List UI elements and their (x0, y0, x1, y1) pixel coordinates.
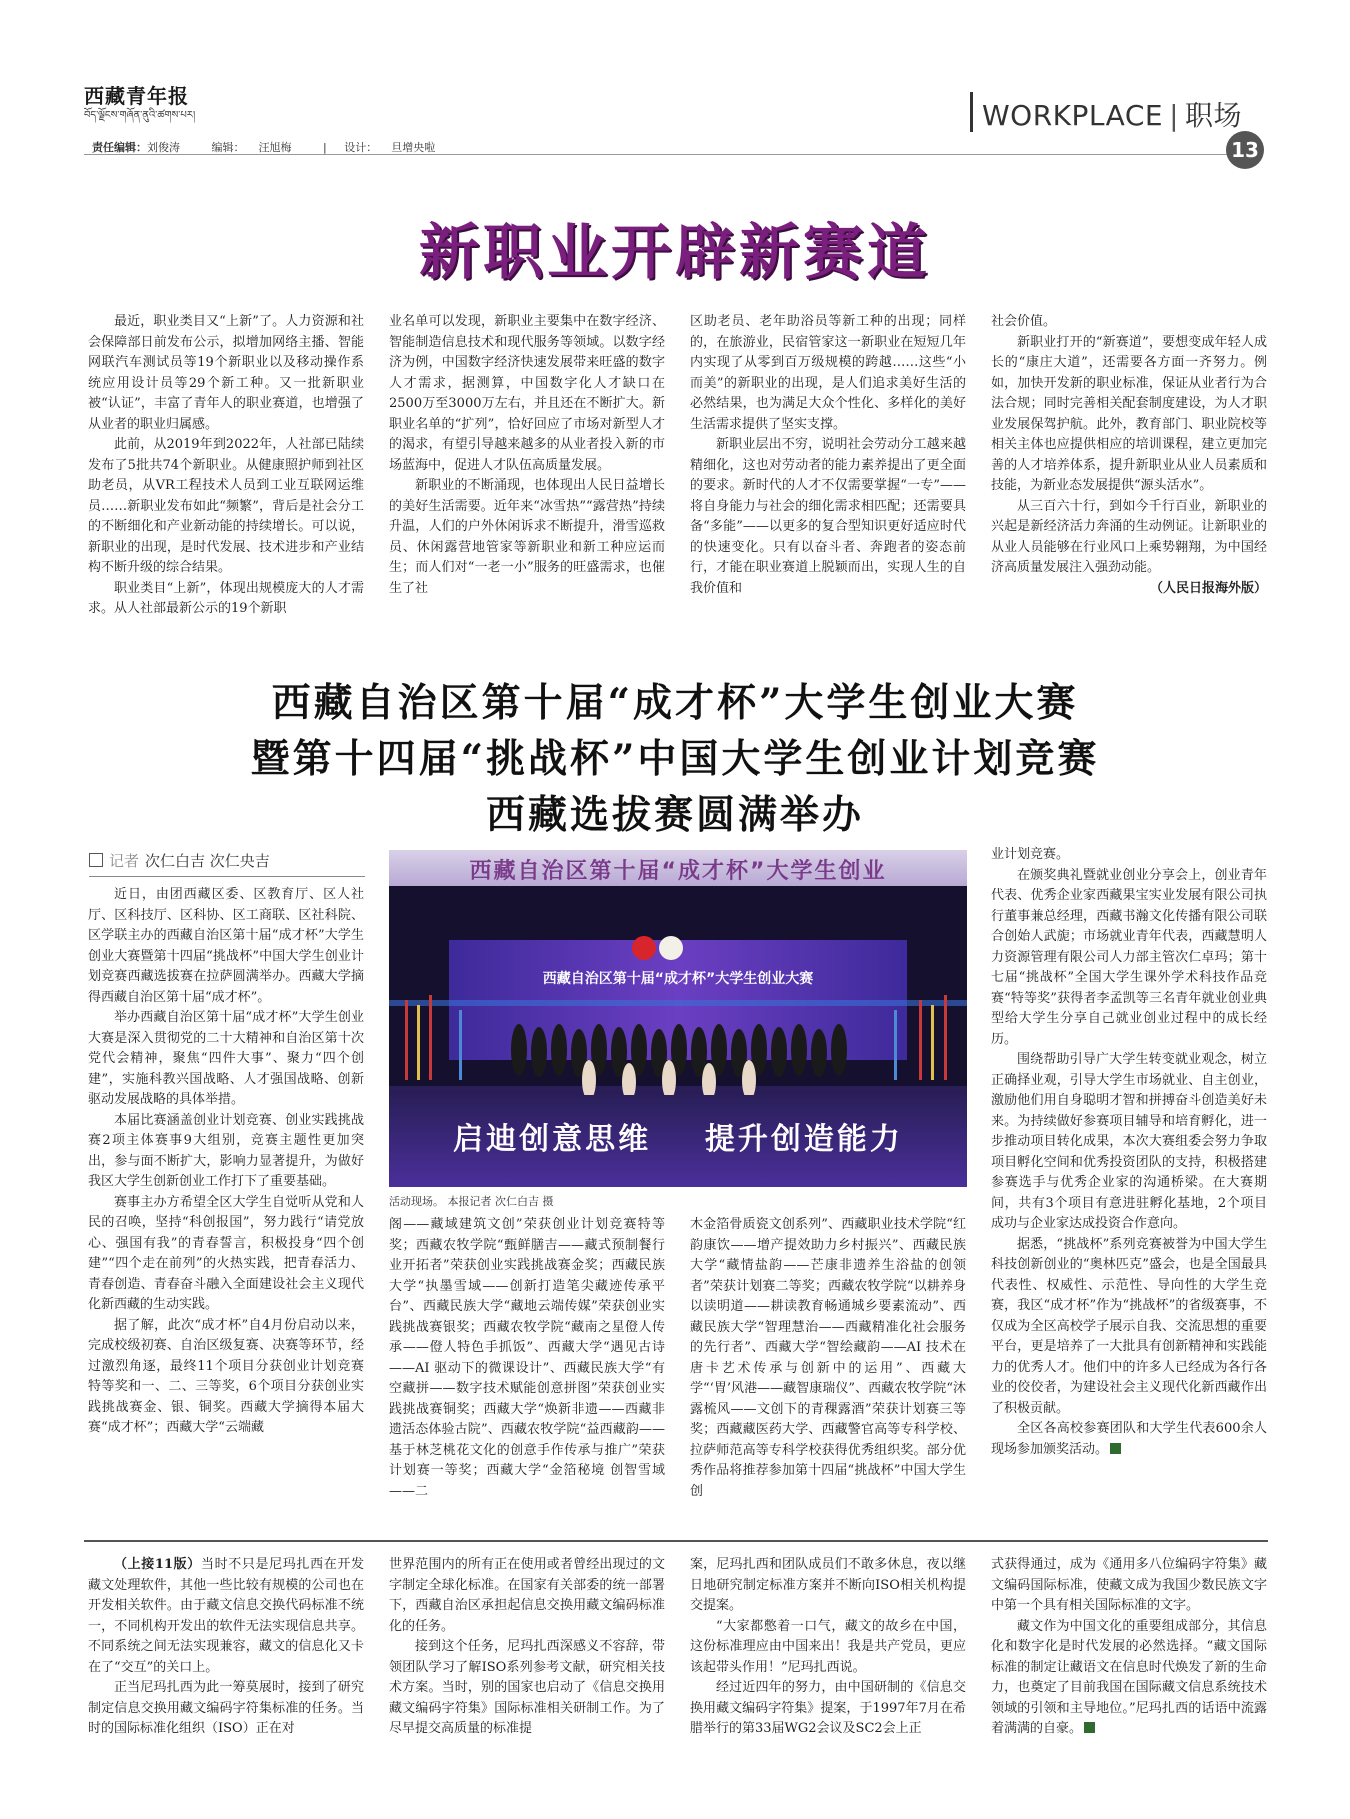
paragraph: 正当尼玛扎西为此一筹莫展时，接到了研究制定信息交换用藏文编码字符集标准的任务。当时的国际标准化组织（ISO）正在对 (88, 1680, 364, 1736)
article3-col4 (991, 1555, 1267, 1740)
event-photo (389, 850, 967, 1187)
article3-col1 (88, 1555, 364, 1740)
paragraph: 近日，由团西藏区委、区教育厅、区人社厅、区科技厅、区科协、区工商联、区社科院、区学联主办的西藏自治区第十届“成才杯”大学生创业大赛暨第十四届“挑战杯”中国大学生创业计划竞赛西藏选拔赛在拉萨圆满举办。西藏大学摘得西藏自治区第十届“成才杯”。 (88, 887, 364, 1005)
article3-col2 (389, 1555, 665, 1740)
article2-headline-line1: 西藏自治区第十届“成才杯”大学生创业大赛 (271, 680, 1079, 726)
paragraph: “大家都憋着一口气，藏文的故乡在中国，这份标准理应由中国来出！我是共产党员，更应该起带头作用！”尼玛扎西说。 (690, 1618, 966, 1675)
article2-col3 (690, 1215, 966, 1502)
continued-from-label: （上接11版） (114, 1557, 201, 1572)
section-divider (84, 1540, 1268, 1542)
paragraph: 式获得通过，成为《通用多八位编码字符集》藏文编码国际标准，使藏文成为我国少数民族文字中第一个具有相关国际标准的文字。 (991, 1557, 1267, 1613)
paragraph: 区助老员、老年助浴员等新工种的出现；同样的，在旅游业，民宿管家这一新职业在短短几年内实现了从零到百万级规模的跨越……这些“小而美”的新职业的出现，是人们追求美好生活的必然结果，也为满足大众个性化、多样化的美好生活需求提供了坚实支撑。 (690, 314, 966, 432)
section-label (982, 94, 1242, 134)
byline-names: 次仁白吉 次仁央吉 (145, 852, 270, 870)
photo-slogan: 启迪创意思维 提升创造能力 (453, 1122, 903, 1157)
paragraph (991, 1617, 1267, 1740)
paragraph: 举办西藏自治区第十届“成才杯”大学生创业大赛是深入贯彻党的二十大精神和自治区第十次党代会精神，聚焦“四件大事”、聚力“四个创建”，实施科教兴国战略、人才强国战略、创新驱动发展战略的具体举措。 (88, 1010, 364, 1107)
photo-caption: 活动现场。 本报记者 次仁白吉 摄 (389, 1195, 554, 1208)
paragraph: 职业类目“上新”，体现出规模庞大的人才需求。从人社部最新公示的19个新职 (88, 580, 364, 616)
section-en: WORKPLACE (982, 99, 1164, 132)
pen-icon (89, 853, 103, 867)
paragraph-text: 藏文作为中国文化的重要组成部分，其信息化和数字化是时代发展的必然选择。“藏文国际标准的制定让藏语文在信息时代焕发了新的生命力，也奠定了目前我国在国际藏文信息系统技术领域的引领和主导地位。”尼玛扎西的话语中流露着满满的自豪。 (991, 1618, 1267, 1736)
header-rule (84, 154, 1234, 155)
paragraph-text: 当时不只是尼玛扎西在开发藏文处理软件，其他一些比较有规模的公司也在开发相关软件。由于藏文信息交换代码标准不统一，不同机构开发出的软件无法实现信息共享。不同系统之间无法实现兼容，藏文的信息化又卡在了“交互”的关口上。 (88, 1557, 364, 1675)
paragraph: 新职业的不断涌现，也体现出人民日益增长的美好生活需要。近年来“冰雪热”“露营热”持续升温，人们的户外休闲诉求不断提升，滑雪巡救员、休闲露营地管家等新职业和新工种应运而生；而人们对“一老一小”服务的旺盛需求，也催生了社 (389, 478, 665, 596)
article1-headline: 新职业开辟新赛道 (419, 218, 931, 288)
design-label: 设计： (344, 141, 378, 154)
article1-col4 (991, 312, 1267, 599)
paragraph: 据了解，此次“成才杯”自4月份启动以来，完成校级初赛、自治区级复赛、决赛等环节，经过激烈角逐，最终11个项目分获创业计划竞赛特等奖和一、二、三等奖，6个项目分获创业实践挑战赛金、银、铜奖。西藏大学摘得本届大赛“成才杯”；西藏大学“云端藏 (88, 1317, 364, 1435)
paragraph: 案，尼玛扎西和团队成员们不敢多休息，夜以继日地研究制定标准方案并不断向ISO相关机构提交提案。 (690, 1557, 966, 1613)
section-sep: | (1169, 99, 1180, 132)
credits-separator: | (323, 141, 327, 154)
article2-col1 (88, 885, 364, 1439)
paragraph: 业名单可以发现，新职业主要集中在数字经济、智能制造信息技术和现代服务等领域。以数字经济为例，中国数字经济快速发展带来旺盛的数字人才需求，据测算，中国数字化人才缺口在2500万至3000万左右，并且还在不断扩大。新职业名单的“扩列”，恰好回应了市场对新型人才的渴求，有望引导越来越多的从业者投入新的市场蓝海中，促进人才队伍高质量发展。 (389, 314, 665, 473)
paragraph: 围绕帮助引导广大学生转变就业观念，树立正确择业观，引导大学生市场就业、自主创业，激励他们用自身聪明才智和拼搏奋斗创造美好未来。为持续做好参赛项目辅导和培育孵化，进一步推动项目转化成果，本次大赛组委会努力争取项目孵化空间和优秀投资团队的支持，积极搭建参赛选手与优秀企业家的沟通桥梁。在大赛期间，共有3个项目有意进驻孵化基地，2个项目成功与企业家达成投资合作意向。 (991, 1052, 1267, 1231)
paragraph: 本届比赛涵盖创业计划竞赛、创业实践挑战赛2项主体赛事9大组别，竞赛主题性更加突出，参与面不断扩大，影响力显著提升，为做好我区大学生创新创业工作打下了重要基础。 (88, 1112, 364, 1189)
photo-stage-text: 西藏自治区第十届“成才杯”大学生创业大赛 (542, 971, 814, 987)
closing-sentence: 全区各高校参赛团队和大学生代表600余人现场参加颁奖活动。 (991, 1421, 1267, 1457)
article3-col3 (690, 1555, 966, 1740)
paragraph (88, 1555, 364, 1678)
designer-name: 旦增央啦 (391, 141, 436, 154)
paragraph: 此前，从2019年到2022年，人社部已陆续发布了5批共74个新职业。从健康照护师到社区助老员，从VR工程技术人员到工业互联网运维员……新职业发布如此“频繁”，背后是社会分工的不断细化和产业新动能的持续增长。可以说，新职业的出现，是时代发展、技术进步和产业结构不断升级的综合结果。 (88, 437, 364, 575)
article2-col2 (389, 1215, 665, 1502)
article1-col2 (389, 312, 665, 599)
end-mark-icon (1084, 1722, 1095, 1733)
editor-label: 责任编辑： (92, 141, 147, 154)
paragraph: 新职业层出不穷，说明社会劳动分工越来越精细化，这也对劳动者的能力素养提出了更全面的要求。新时代的人才不仅需要掌握“一专”——将自身能力与社会的细化需求相匹配；还需要具备“多能”——以更多的复合型知识更好适应时代的快速变化。只有以奋斗者、奔跑者的姿态前行，才能在职业赛道上脱颖而出，实现人生的自我价值和 (690, 437, 966, 596)
article1-col1 (88, 312, 364, 620)
section-zh: 职场 (1185, 99, 1243, 132)
paragraph: 据悉，“挑战杯”系列竞赛被誉为中国大学生科技创新创业的“奥林匹克”盛会，也是全国最具代表性、权威性、示范性、导向性的大学生竞赛，我区“成才杯”作为“挑战杯”的省级赛事，不仅成为全区高校学子展示自我、交流思想的重要平台，更是培养了一大批具有创新精神和实践能力的优秀人才。他们中的许多人已经成为各行各业的佼佼者，为建设社会主义现代化新西藏作出了积极贡献。 (991, 1236, 1267, 1416)
byline-role: 记者 (109, 852, 140, 870)
section-bar (970, 92, 973, 132)
paragraph: 木金箔骨质瓷文创系列”、西藏职业技术学院“红韵康饮——增产提效助力乡村振兴”、西藏民族大学“藏情盐韵——芒康非遗养生浴盐的创领者”荣获计划赛二等奖；西藏农牧学院“以耕养身 以读明道——耕读教育畅通城乡要素流动”、西藏民族大学“智理慧治——西藏精准化社会服务的先行者”、西藏大学“智绘藏韵——AI 技术在唐卡艺术传承与创新中的运用”、西藏大学“‘胃’风港——藏智康瑞仪”、西藏农牧学院“沐露梳风——文创下的青稞露酒”荣获计划赛三等奖；西藏藏医药大学、西藏警官高等专科学校、拉萨师范高等专科学校获得优秀组织奖。部分优秀作品将推荐参加第十四届“挑战杯”中国大学生创 (690, 1217, 966, 1499)
editor-name: 刘俊涛 (147, 141, 180, 154)
newspaper-subtitle: བོད་ལྗོངས་གཞོན་ནུའི་ཚགས་པར། (84, 110, 196, 121)
article2-headline-line2: 暨第十四届“挑战杯”中国大学生创业计划竞赛 (250, 736, 1100, 782)
paragraph (991, 1419, 1267, 1460)
paragraph: 最近，职业类目又“上新”了。人力资源和社会保障部日前发布公示，拟增加网络主播、智能网联汽车测试员等19个新职业以及移动操作系统应用设计员等29个新工种。又一批新职业被“认证”，丰富了青年人的职业赛道，也增强了从业者的职业归属感。 (88, 314, 364, 432)
article2-col4 (991, 845, 1267, 1460)
editor2-name: 汪旭梅 (258, 141, 292, 154)
paragraph: 接到这个任务，尼玛扎西深感义不容辞，带领团队学习了解ISO系列参考文献，研究相关技术方案。当时，别的国家也启动了《信息交换用藏文编码字符集》国际标准相关研制工作。为了尽早提交高质量的标准提 (389, 1639, 665, 1736)
paragraph: 业计划竞赛。 (991, 847, 1070, 862)
newspaper-title: 西藏青年报 (84, 84, 189, 108)
article2-byline (89, 850, 365, 877)
photo-banner-text: 西藏自治区第十届“成才杯”大学生创业 (469, 859, 887, 884)
editor2-label: 编辑： (211, 141, 245, 154)
paragraph: 在颁奖典礼暨就业创业分享会上，创业青年代表、优秀企业家西藏果宝实业发展有限公司执行董事兼总经理，西藏书瀚文化传播有限公司联合创始人武旎；市场就业青年代表，西藏慧明人力资源管理有限公司人力部主管次仁卓玛；第十七届“挑战杯”全国大学生课外学术科技作品竞赛“特等奖”获得者李孟凯等三名青年就业创业典型给大学生分享自己就业创业过程中的成长经历。 (991, 867, 1267, 1047)
article1-col3 (690, 312, 966, 599)
paragraph: 世界范围内的所有正在使用或者曾经出现过的文字制定全球化标准。在国家有关部委的统一部署下，西藏自治区承担起信息交换用藏文编码标准化的任务。 (389, 1557, 665, 1634)
page-number: 13 (1226, 131, 1264, 169)
paragraph: 赛事主办方希望全区大学生自觉听从党和人民的召唤，坚持“科创报国”，努力践行“请党放心、强国有我”的青春誓言，积极投身“四个创建”“四个走在前列”的火热实践，把青春活力、青春创造、青春奋斗融入全面建设社会主义现代化新西藏的生动实践。 (88, 1194, 364, 1312)
end-mark-icon (1110, 1443, 1121, 1454)
article1-source: （人民日报海外版） (1149, 580, 1267, 596)
paragraph: 从三百六十行，到如今千行百业，新职业的兴起是新经济活力奔涌的生动例证。让新职业的从业人员能够在行业风口上乘势翱翔，为中国经济高质量发展注入强劲动能。 (991, 498, 1267, 575)
paragraph: 新职业打开的“新赛道”，要想变成年轻人成长的“康庄大道”，还需要各方面一齐努力。例如，加快开发新的职业标准，保证从业者行为合法合规；同时完善相关配套制度建设，为人才职业发展保驾护航。此外，教育部门、职业院校等相关主体也应提供相应的培训课程，建立更加完善的人才培养体系，提升新职业从业人员素质和技能，为新业态发展提供“源头活水”。 (991, 334, 1267, 493)
editor-credits (92, 139, 463, 155)
paragraph: 阁——藏域建筑文创”荣获创业计划竞赛特等奖；西藏农牧学院“甄鲜膳吉——藏式预制餐行业开拓者”荣获创业实践挑战赛金奖；西藏民族大学“执墨雪域——创新打造笔尖藏迹传承平台”、西藏民族大学“藏地云端传媒”荣获创业实践挑战赛银奖；西藏农牧学院“藏南之星僜人传承——僜人特色手抓饭”、西藏大学“遇见古诗——AI 驱动下的微课设计”、西藏民族大学“有空藏拼——数字技术赋能创意拼图”荣获创业实践挑战赛铜奖；西藏大学“焕新非遗——西藏非遗活态体验古院”、西藏农牧学院“益西藏韵——基于林芝桃花文化的创意手作传承与推广”荣获计划赛一等奖；西藏大学“金箔秘境 创智雪域——二 (389, 1217, 665, 1499)
article2-headline-line3: 西藏选拔赛圆满举办 (485, 792, 864, 838)
paragraph: 社会价值。 (991, 314, 1057, 329)
paragraph: 经过近四年的努力，由中国研制的《信息交换用藏文编码字符集》提案，于1997年7月在希腊举行的第33届WG2会议及SC2会上正 (690, 1680, 966, 1736)
